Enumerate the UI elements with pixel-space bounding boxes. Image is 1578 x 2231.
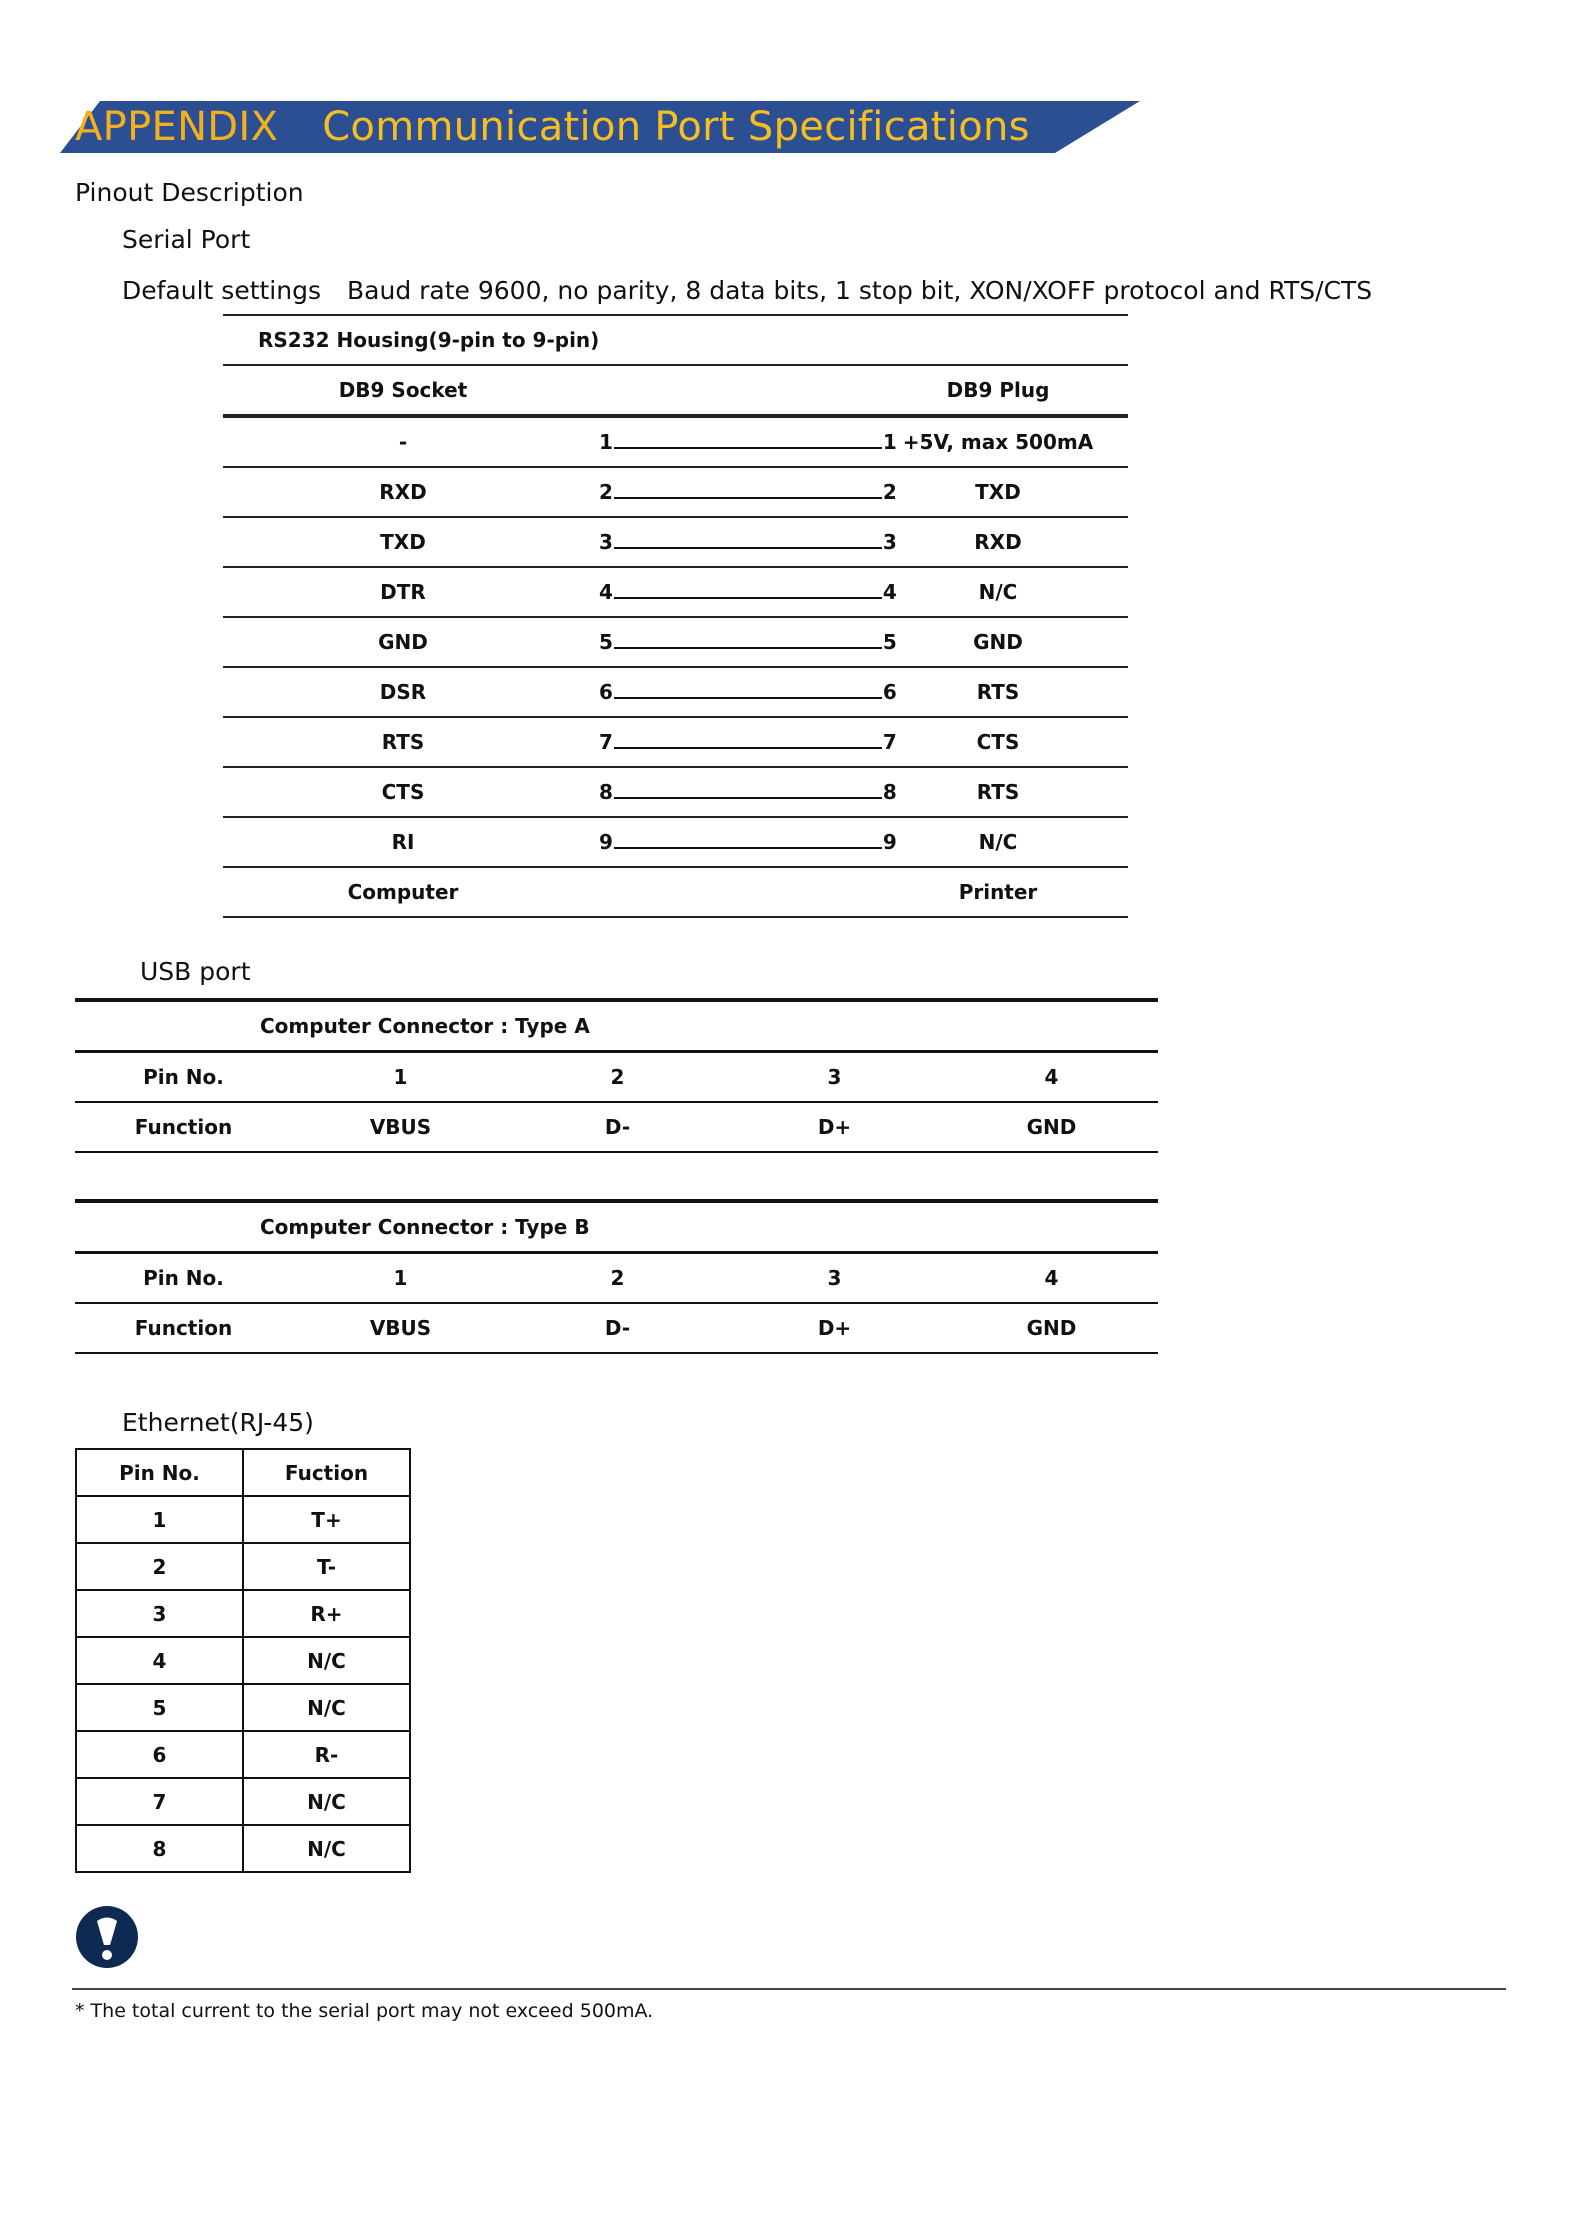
plug-signal: RXD [974, 530, 1022, 554]
function-cell: D+ [817, 1115, 852, 1139]
function-label: Function [134, 1316, 233, 1340]
function-cell: R- [243, 1731, 410, 1778]
serial-port-heading: Serial Port [122, 225, 251, 254]
socket-signal: DTR [380, 580, 426, 604]
rs232-row [223, 468, 1128, 518]
socket-pin: 1 [599, 430, 613, 454]
usb-pin-row [75, 1053, 1158, 1103]
plug-pin: 5 [882, 630, 897, 654]
ethernet-row [76, 1778, 410, 1825]
socket-signal: RXD [379, 480, 427, 504]
socket-signal: DSR [379, 680, 427, 704]
socket-pin: 3 [599, 530, 613, 554]
usb-port-heading: USB port [140, 957, 251, 986]
banner-title: Communication Port Specifications [322, 104, 1030, 150]
wire-line [614, 529, 882, 549]
rs232-row [223, 718, 1128, 768]
footer-divider [72, 1988, 1506, 1990]
pin-cell: 4 [1044, 1065, 1059, 1089]
pin-cell: 1 [393, 1065, 408, 1089]
usb-type-b-table [75, 1199, 1158, 1354]
rs232-row [223, 416, 1128, 468]
ethernet-row [76, 1684, 410, 1731]
pin-cell: 8 [76, 1825, 243, 1872]
plug-signal: CTS [976, 730, 1020, 754]
usb-table-title-row [75, 1199, 1158, 1254]
ethernet-row [76, 1637, 410, 1684]
rs232-table [223, 314, 1128, 918]
function-cell: D+ [817, 1316, 852, 1340]
pin-cell: 2 [610, 1065, 625, 1089]
section-heading: Pinout Description [75, 178, 304, 207]
rs232-table-title: RS232 Housing(9-pin to 9-pin) [258, 328, 600, 352]
socket-signal: GND [378, 630, 428, 654]
plug-signal: N/C [978, 580, 1018, 604]
pin-no-label: Pin No. [143, 1266, 224, 1290]
plug-pin: 1 [882, 430, 897, 454]
rs232-title-row [223, 314, 1128, 366]
socket-signal: TXD [380, 530, 426, 554]
rs232-row [223, 818, 1128, 868]
socket-pin: 9 [599, 830, 613, 854]
pin-wire [599, 418, 897, 466]
rs232-row [223, 568, 1128, 618]
default-settings [122, 276, 1372, 305]
pin-wire [599, 518, 897, 566]
wire-line [614, 479, 882, 499]
function-cell: GND [1026, 1115, 1077, 1139]
function-cell: N/C [243, 1637, 410, 1684]
ethernet-rows [76, 1496, 410, 1872]
plug-signal: TXD [975, 480, 1021, 504]
wire-line [614, 629, 882, 649]
ethernet-row [76, 1543, 410, 1590]
usb-table-title-row [75, 998, 1158, 1053]
pin-wire [599, 818, 897, 866]
plug-pin: 8 [882, 780, 897, 804]
function-cell: VBUS [369, 1316, 432, 1340]
usb-type-a-table [75, 998, 1158, 1153]
socket-pin: 7 [599, 730, 613, 754]
pin-cell: 4 [1044, 1266, 1059, 1290]
plug-signal: RTS [976, 680, 1020, 704]
rs232-row [223, 618, 1128, 668]
wire-line [614, 429, 882, 449]
pin-cell: 3 [76, 1590, 243, 1637]
wire-line [614, 579, 882, 599]
wire-line [614, 729, 882, 749]
usb-pin-row [75, 1254, 1158, 1304]
rs232-header-row [223, 366, 1128, 416]
rs232-row [223, 768, 1128, 818]
rs232-footer-row [223, 868, 1128, 918]
plug-signal: RTS [976, 780, 1020, 804]
socket-pin: 8 [599, 780, 613, 804]
plug-pin: 6 [882, 680, 897, 704]
socket-pin: 2 [599, 480, 613, 504]
pin-no-label: Pin No. [143, 1065, 224, 1089]
ethernet-row [76, 1825, 410, 1872]
function-cell: N/C [243, 1684, 410, 1731]
plug-pin: 4 [882, 580, 897, 604]
footnote: * The total current to the serial port may not exceed 500mA. [75, 2000, 654, 2022]
pin-wire [599, 468, 897, 516]
printer-label: Printer [958, 880, 1038, 904]
ethernet-heading: Ethernet(RJ-45) [122, 1408, 314, 1437]
plug-pin: 3 [882, 530, 897, 554]
ethernet-row [76, 1496, 410, 1543]
plug-pin: 9 [882, 830, 897, 854]
ethernet-row [76, 1731, 410, 1778]
function-cell: D- [604, 1115, 631, 1139]
function-cell: N/C [243, 1778, 410, 1825]
pin-cell: 1 [393, 1266, 408, 1290]
usb-function-row [75, 1304, 1158, 1354]
pin-cell: 3 [827, 1266, 842, 1290]
socket-pin: 5 [599, 630, 613, 654]
function-cell: VBUS [369, 1115, 432, 1139]
ethernet-table [75, 1448, 411, 1873]
pin-cell: 7 [76, 1778, 243, 1825]
pin-wire [599, 618, 897, 666]
db9-socket-header: DB9 Socket [338, 378, 468, 402]
function-header: Fuction [243, 1449, 410, 1496]
wire-line [614, 679, 882, 699]
pin-no-header: Pin No. [76, 1449, 243, 1496]
rs232-row [223, 668, 1128, 718]
rs232-rows [223, 416, 1128, 868]
function-cell: T- [243, 1543, 410, 1590]
usb-table-title: Computer Connector : Type B [260, 1215, 590, 1239]
function-label: Function [134, 1115, 233, 1139]
pin-cell: 1 [76, 1496, 243, 1543]
pin-wire [599, 718, 897, 766]
socket-signal: RI [391, 830, 415, 854]
function-cell: N/C [243, 1825, 410, 1872]
default-settings-label: Default settings [122, 276, 321, 305]
computer-label: Computer [347, 880, 459, 904]
wire-line [614, 779, 882, 799]
exclamation-icon [75, 1905, 139, 1973]
usb-function-row [75, 1103, 1158, 1153]
plug-pin: 2 [882, 480, 897, 504]
function-cell: R+ [243, 1590, 410, 1637]
socket-pin: 4 [599, 580, 613, 604]
pin-cell: 2 [76, 1543, 243, 1590]
socket-signal: RTS [381, 730, 425, 754]
usb-table-title: Computer Connector : Type A [260, 1014, 590, 1038]
function-cell: D- [604, 1316, 631, 1340]
plug-signal: N/C [978, 830, 1018, 854]
pin-wire [599, 668, 897, 716]
socket-pin: 6 [599, 680, 613, 704]
pin-cell: 3 [827, 1065, 842, 1089]
function-cell: GND [1026, 1316, 1077, 1340]
pin-cell: 6 [76, 1731, 243, 1778]
socket-signal: CTS [381, 780, 425, 804]
pin-cell: 2 [610, 1266, 625, 1290]
pin-cell: 5 [76, 1684, 243, 1731]
default-settings-value: Baud rate 9600, no parity, 8 data bits, 1 stop bit, XON/XOFF protocol and RTS/CTS [347, 276, 1373, 305]
plug-signal: +5V, max 500mA [902, 430, 1094, 454]
pin-wire [599, 568, 897, 616]
db9-plug-header: DB9 Plug [946, 378, 1050, 402]
rs232-row [223, 518, 1128, 568]
plug-signal: GND [973, 630, 1023, 654]
socket-signal: - [398, 430, 408, 454]
ethernet-header-row [76, 1449, 410, 1496]
banner-label: APPENDIX [75, 104, 279, 150]
banner-text [75, 101, 1030, 153]
pin-cell: 4 [76, 1637, 243, 1684]
wire-line [614, 829, 882, 849]
plug-pin: 7 [882, 730, 897, 754]
ethernet-row [76, 1590, 410, 1637]
pin-wire [599, 768, 897, 816]
function-cell: T+ [243, 1496, 410, 1543]
